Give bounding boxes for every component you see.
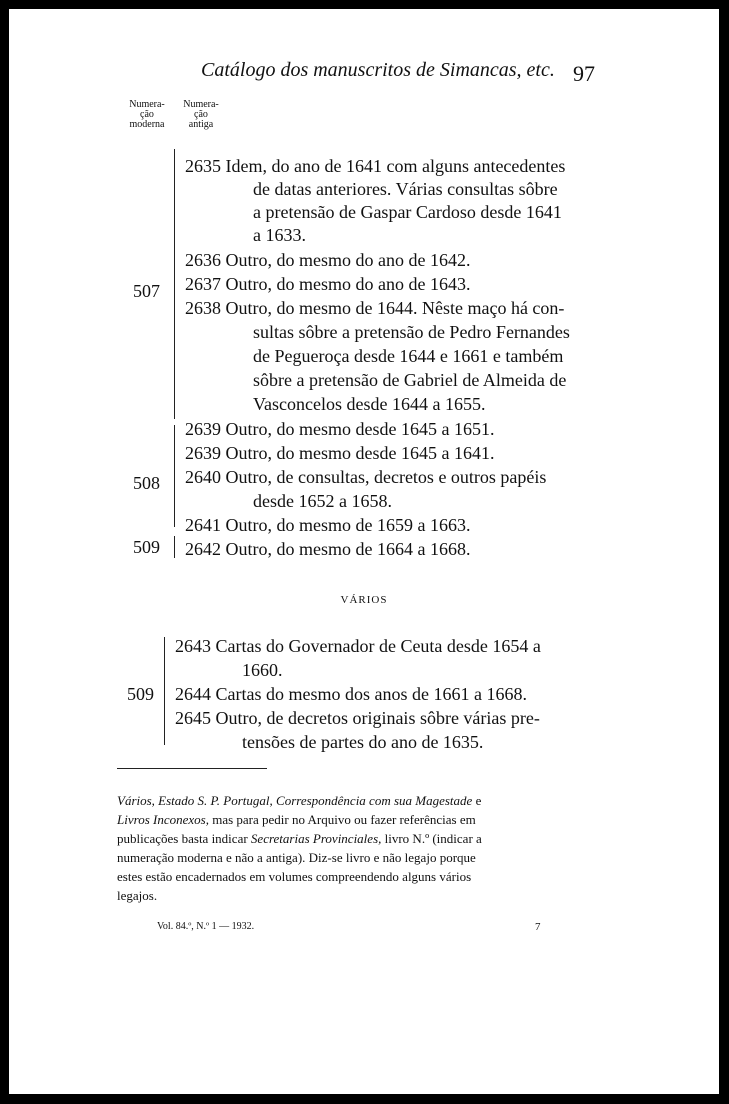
group-number: 507 bbox=[133, 281, 160, 301]
entry-line: 2638 Outro, do mesmo de 1644. Nêste maço há con- bbox=[185, 298, 565, 318]
entry-line: 2639 Outro, do mesmo desde 1645 a 1651. bbox=[185, 419, 495, 439]
footnote-line bbox=[117, 829, 482, 848]
entry-line: 2641 Outro, do mesmo de 1659 a 1663. bbox=[185, 515, 471, 535]
group-brace bbox=[164, 637, 165, 745]
footnote-line bbox=[117, 791, 481, 810]
footnote-line: estes estão encadernados em volumes compreendendo alguns vários bbox=[117, 869, 472, 884]
entry-line: 2643 Cartas do Governador de Ceuta desde 1654 a bbox=[175, 636, 541, 656]
entry-line: 2639 Outro, do mesmo desde 1645 a 1641. bbox=[185, 443, 495, 463]
entry-line: de datas anteriores. Várias consultas sôbre bbox=[253, 179, 558, 199]
group-number: 508 bbox=[133, 473, 160, 493]
entry-line: de Pegueroça desde 1644 e 1661 e também bbox=[253, 346, 564, 366]
column-header-antiga bbox=[177, 100, 225, 130]
entry-line: sultas sôbre a pretensão de Pedro Fernandes bbox=[253, 322, 570, 342]
signature-mark: 7 bbox=[535, 921, 541, 933]
entry-line: sôbre a pretensão de Gabriel de Almeida de bbox=[253, 370, 567, 390]
group-brace bbox=[174, 536, 175, 558]
footnote-line bbox=[117, 810, 476, 829]
group-brace bbox=[174, 149, 175, 419]
entry-line: 2642 Outro, do mesmo de 1664 a 1668. bbox=[185, 539, 471, 559]
entry-line: a pretensão de Gaspar Cardoso desde 1641 bbox=[253, 202, 562, 222]
entry-line: 2636 Outro, do mesmo do ano de 1642. bbox=[185, 250, 471, 270]
page bbox=[9, 9, 719, 1094]
running-header-title: Catálogo dos manuscritos de Simancas, etc. bbox=[201, 59, 555, 81]
footnote-italic: Secretarias Provinciales, bbox=[250, 831, 382, 846]
footnote-text: livro N.º (indicar a bbox=[381, 831, 482, 846]
entry-line: 2637 Outro, do mesmo do ano de 1643. bbox=[185, 274, 471, 294]
entry-line: a 1633. bbox=[253, 225, 306, 245]
entry-line: tensões de partes do ano de 1635. bbox=[242, 732, 484, 752]
footnote-line: numeração moderna e não a antiga). Diz-se livro e não legajo porque bbox=[117, 850, 476, 865]
entry-line: 2635 Idem, do ano de 1641 com alguns antecedentes bbox=[185, 156, 566, 176]
entry-line: desde 1652 a 1658. bbox=[253, 491, 392, 511]
footnote-text: mas para pedir no Arquivo ou fazer referências em bbox=[208, 812, 476, 827]
entry-line: Vasconcelos desde 1644 a 1655. bbox=[253, 394, 486, 414]
footnote-text: e bbox=[472, 793, 482, 808]
column-header-line: moderna bbox=[129, 119, 165, 130]
entry-line: 1660. bbox=[242, 660, 283, 680]
footnote-rule bbox=[117, 768, 267, 769]
column-header-line: ção bbox=[140, 109, 154, 120]
entry-line: 2645 Outro, de decretos originais sôbre várias pre- bbox=[175, 708, 540, 728]
footnote-text: publicações basta indicar bbox=[117, 831, 251, 846]
group-number: 509 bbox=[133, 537, 160, 557]
entry-line: 2640 Outro, de consultas, decretos e outros papéis bbox=[185, 467, 547, 487]
footnote-italic: Vários, Estado S. P. Portugal, Correspondência com sua Magestade bbox=[117, 793, 473, 808]
group-brace bbox=[174, 425, 175, 527]
column-header-line: Numera- bbox=[183, 99, 219, 110]
section-heading: VÁRIOS bbox=[340, 594, 388, 606]
volume-line: Vol. 84.º, N.º 1 — 1932. bbox=[157, 921, 255, 932]
group-number: 509 bbox=[127, 684, 154, 704]
page-number: 97 bbox=[573, 61, 595, 86]
footnote-line: legajos. bbox=[117, 888, 158, 903]
column-header-line: ção bbox=[194, 109, 208, 120]
column-header-line: antiga bbox=[188, 119, 214, 130]
entry-line: 2644 Cartas do mesmo dos anos de 1661 a 1668. bbox=[175, 684, 527, 704]
column-header-line: Numera- bbox=[129, 99, 165, 110]
column-header-moderna bbox=[119, 100, 175, 130]
footnote-italic: Livros Inconexos, bbox=[117, 812, 209, 827]
